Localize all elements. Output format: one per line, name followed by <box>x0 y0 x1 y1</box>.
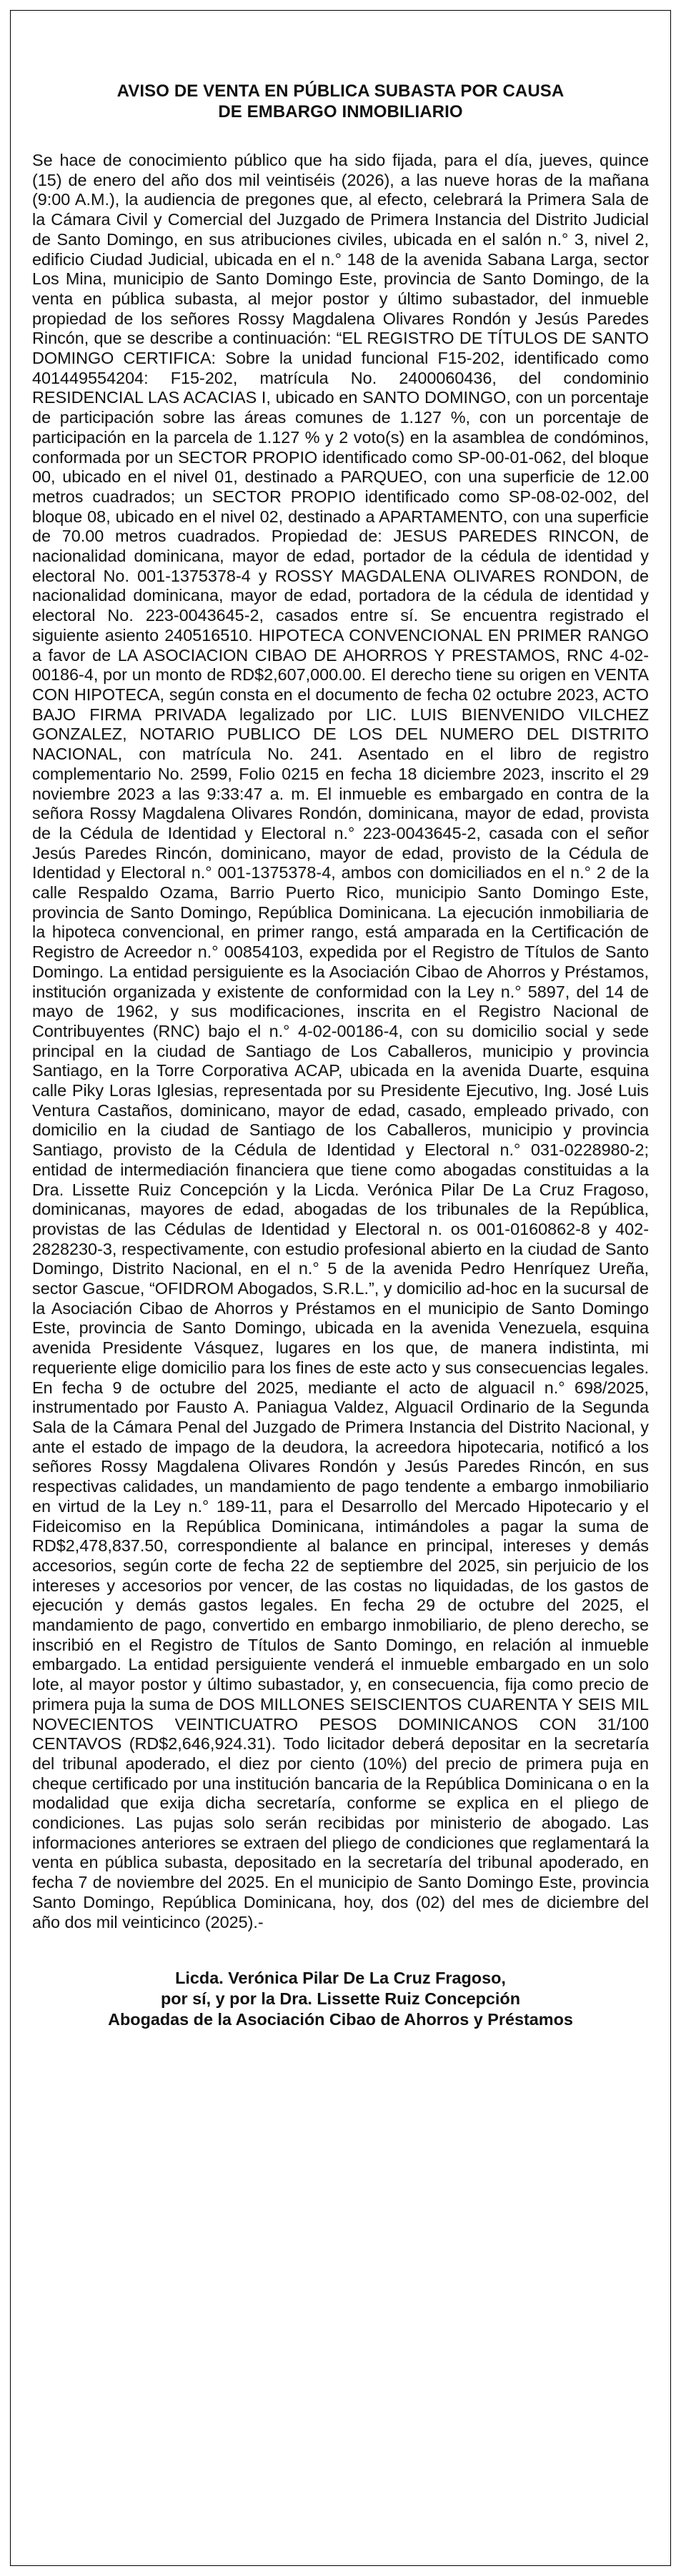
notice-title <box>32 81 649 122</box>
notice-title-line-2: DE EMBARGO INMOBILIARIO <box>218 102 463 121</box>
notice-content <box>32 81 649 2030</box>
notice-title-line-1: AVISO DE VENTA EN PÚBLICA SUBASTA POR CAUSA <box>116 81 565 101</box>
signature-block <box>32 1968 649 2030</box>
signature-line-3: Abogadas de la Asociación Cibao de Ahorros y Préstamos <box>108 2010 573 2029</box>
notice-body: Se hace de conocimiento público que ha sido fijada, para el día, jueves, quince (15) de enero del año dos mil veintiséis (2026), a las nueve horas de la mañana (9:00 A.M.), la audiencia de pregones que, al efecto, celebrará la Primera Sala de la Cámara Civil y Comercial del Juzgado de Primera Instancia del Distrito Judicial de Santo Domingo, en sus atribuciones civiles, ubicada en el salón n.° 3, nivel 2, edificio Ciudad Judicial, ubicada en el n.° 148 de la avenida Sabana Larga, sector Los Mina, municipio de Santo Domingo Este, provincia de Santo Domingo, de la venta en pública subasta, al mejor postor y último subastador, del inmueble propiedad de los señores Rossy Magdalena Olivares Rondón y Jesús Paredes Rincón, que se describe a continuación: “EL REGISTRO DE TÍTULOS DE SANTO DOMINGO CERTIFICA: Sobre la unidad funcional F15-202, identificado como 401449554204: F15-202, matrícula No. 2400060436, del condominio RESIDENCIAL LAS ACACIAS I, ubicado en SANTO DOMINGO, con un porcentaje de participación sobre las áreas comunes de 1.127 %, con un porcentaje de participación en la parcela de 1.127 % y 2 voto(s) en la asamblea de condóminos, conformada por un SECTOR PROPIO identificado como SP-00-01-062, del bloque 00, ubicado en el nivel 01, destinado a PARQUEO, con una superficie de 12.00 metros cuadrados; un SECTOR PROPIO identificado como SP-08-02-002, del bloque 08, ubicado en el nivel 02, destinado a APARTAMENTO, con una superficie de 70.00 metros cuadrados. Propiedad de: JESUS PAREDES RINCON, de nacionalidad dominicana, mayor de edad, portador de la cédula de identidad y electoral No. 001-1375378-4 y ROSSY MAGDALENA OLIVARES RONDON, de nacionalidad dominicana, mayor de edad, portadora de la cédula de identidad y electoral No. 223-0043645-2, casados entre sí. Se encuentra registrado el siguiente asiento 240516510. HIPOTECA CONVENCIONAL EN PRIMER RANGO a favor de LA ASOCIACION CIBAO DE AHORROS Y PRESTAMOS, RNC 4-02-00186-4, por un monto de RD$2,607,000.00. El derecho tiene su origen en VENTA CON HIPOTECA, según consta en el documento de fecha 02 octubre 2023, ACTO BAJO FIRMA PRIVADA legalizado por LIC. LUIS BIENVENIDO VILCHEZ GONZALEZ, NOTARIO PUBLICO DE LOS DEL NUMERO DEL DISTRITO NACIONAL, con matrícula No. 241. Asentado en el libro de registro complementario No. 2599, Folio 0215 en fecha 18 diciembre 2023, inscrito el 29 noviembre 2023 a las 9:33:47 a. m. El inmueble es embargado en contra de la señora Rossy Magdalena Olivares Rondón, dominicana, mayor de edad, provista de la Cédula de Identidad y Electoral n.° 223-0043645-2, casada con el señor Jesús Paredes Rincón, dominicano, mayor de edad, provisto de la Cédula de Identidad y Electoral n.° 001-1375378-4, ambos con domiciliados en el n.° 2 de la calle Respaldo Ozama, Barrio Puerto Rico, municipio Santo Domingo Este, provincia de Santo Domingo, República Dominicana. La ejecución inmobiliaria de la hipoteca convencional, en primer rango, está amparada en la Certificación de Registro de Acreedor n.° 00854103, expedida por el Registro de Títulos de Santo Domingo. La entidad persiguiente es la Asociación Cibao de Ahorros y Préstamos, institución organizada y existente de conformidad con la Ley n.° 5897, del 14 de mayo de 1962, y sus modificaciones, inscrita en el Registro Nacional de Contribuyentes (RNC) bajo el n.° 4-02-00186-4, con su domicilio social y sede principal en la ciudad de Santiago de Los Caballeros, municipio y provincia Santiago, en la Torre Corporativa ACAP, ubicada en la avenida Duarte, esquina calle Piky Loras Iglesias, representada por su Presidente Ejecutivo, Ing. José Luis Ventura Castaños, dominicano, mayor de edad, casado, empleado privado, con domicilio en la ciudad de Santiago de los Caballeros, municipio y provincia Santiago, provisto de la Cédula de Identidad y Electoral n.° 031-0228980-2; entidad de intermediación financiera que tiene como abogadas constituidas a la Dra. Lissette Ruiz Concepción y la Licda. Verónica Pilar De La Cruz Fragoso, dominicanas, mayores de edad, abogadas de los tribunales de la República, provistas de las Cédulas de Identidad y Electoral n. os 001-0160862-8 y 402-2828230-3, respectivamente, con estudio profesional abierto en la ciudad de Santo Domingo, Distrito Nacional, en el n.° 5 de la avenida Pedro Henríquez Ureña, sector Gascue, “OFIDROM Abogados, S.R.L.”, y domicilio ad-hoc en la sucursal de la Asociación Cibao de Ahorros y Préstamos en el municipio de Santo Domingo Este, provincia de Santo Domingo, ubicada en la avenida Venezuela, esquina avenida Presidente Vásquez, lugares en los que, de manera indistinta, mi requeriente elige domicilio para los fines de este acto y sus consecuencias legales. En fecha 9 de octubre del 2025, mediante el acto de alguacil n.° 698/2025, instrumentado por Fausto A. Paniagua Valdez, Alguacil Ordinario de la Segunda Sala de la Cámara Penal del Juzgado de Primera Instancia del Distrito Nacional, y ante el estado de impago de la deudora, la acreedora hipotecaria, notificó a los señores Rossy Magdalena Olivares Rondón y Jesús Paredes Rincón, en sus respectivas calidades, un mandamiento de pago tendente a embargo inmobiliario en virtud de la Ley n.° 189-11, para el Desarrollo del Mercado Hipotecario y el Fideicomiso en la República Dominicana, intimándoles a pagar la suma de RD$2,478,837.50, correspondiente al balance en principal, intereses y demás accesorios, según corte de fecha 22 de septiembre del 2025, sin perjuicio de los intereses y accesorios por vencer, de las costas no liquidadas, de los gastos de ejecución y demás gastos legales. En fecha 29 de octubre del 2025, el mandamiento de pago, convertido en embargo inmobiliario, de pleno derecho, se inscribió en el Registro de Títulos de Santo Domingo, en relación al inmueble embargado. La entidad persiguiente venderá el inmueble embargado en un solo lote, al mayor postor y último subastador, y, en consecuencia, fija como precio de primera puja la suma de DOS MILLONES SEISCIENTOS CUARENTA Y SEIS MIL NOVECIENTOS VEINTICUATRO PESOS DOMINICANOS CON 31/100 CENTAVOS (RD$2,646,924.31). Todo licitador deberá depositar en la secretaría del tribunal apoderado, el diez por ciento (10%) del precio de primera puja en cheque certificado por una institución bancaria de la República Dominicana o en la modalidad que exija dicha secretaría, conforme se explica en el pliego de condiciones. Las pujas solo serán recibidas por ministerio de abogado. Las informaciones anteriores se extraen del pliego de condiciones que reglamentará la venta en pública subasta, depositado en la secretaría del tribunal apoderado, en fecha 7 de noviembre del 2025. En el municipio de Santo Domingo Este, provincia Santo Domingo, República Dominicana, hoy, dos (02) del mes de diciembre del año dos mil veinticinco (2025).- <box>32 151 649 1931</box>
signature-line-2: por sí, y por la Dra. Lissette Ruiz Concepción <box>160 1989 520 2009</box>
notice-page <box>10 10 671 2566</box>
signature-line-1: Licda. Verónica Pilar De La Cruz Fragoso, <box>175 1969 506 1988</box>
